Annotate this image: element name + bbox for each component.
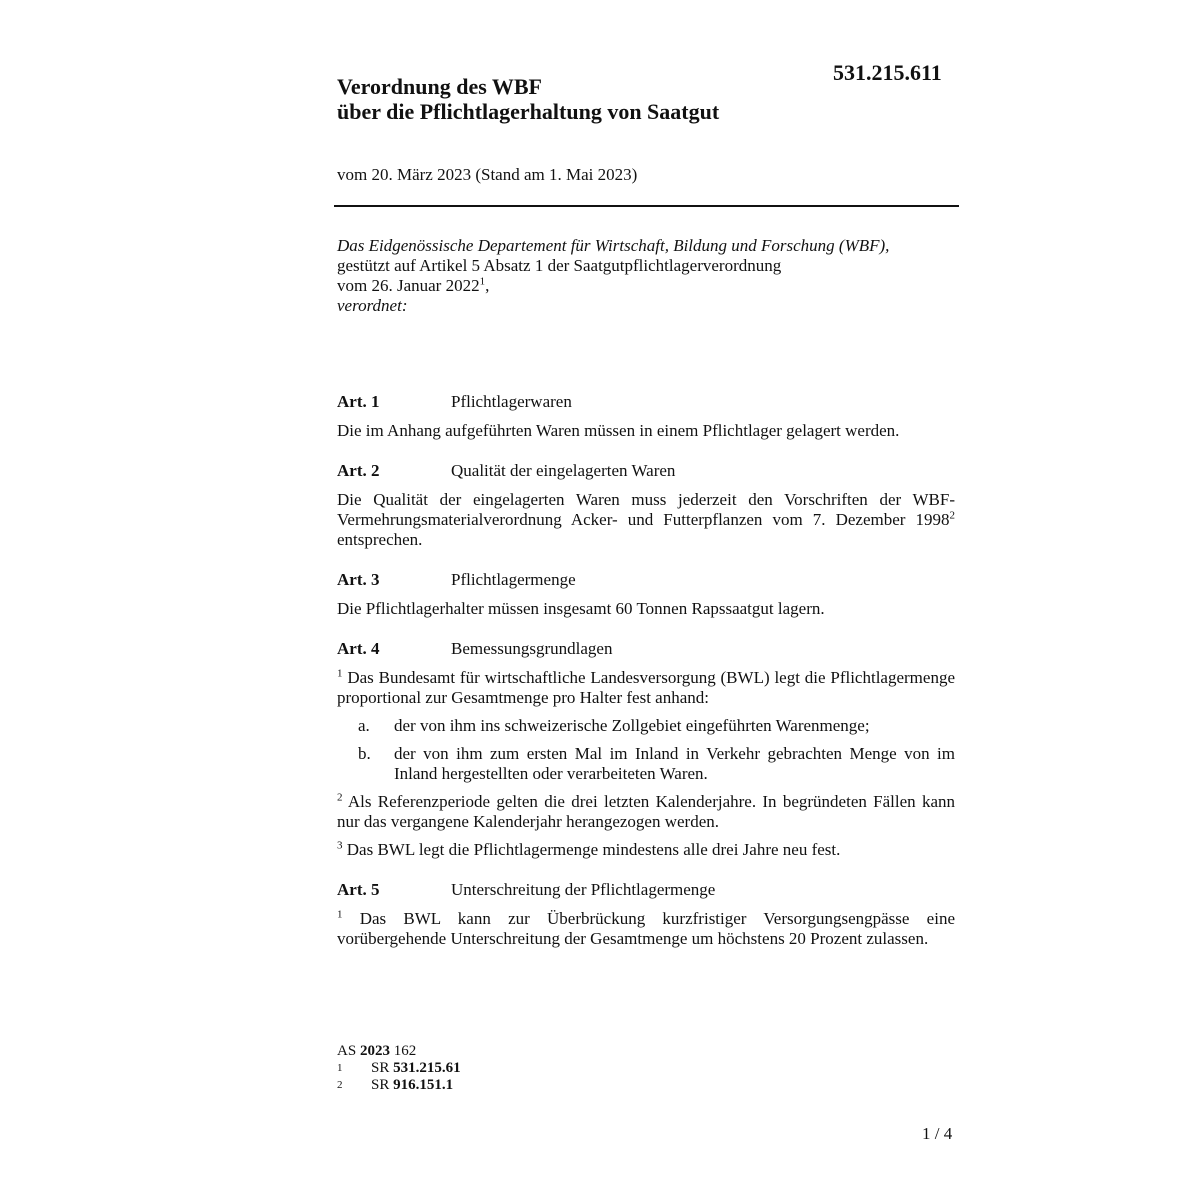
enumeration-list	[337, 716, 955, 784]
as-prefix: AS	[337, 1043, 360, 1059]
preamble-basis-line-2	[337, 276, 957, 296]
article-title: Bemessungsgrundlagen	[451, 639, 613, 658]
footnote-ref-2[interactable]: 2	[949, 509, 955, 522]
document-title	[337, 74, 719, 124]
footnote-link[interactable]: 531.215.61	[393, 1060, 461, 1076]
footnote-number: 2	[337, 1079, 343, 1091]
article-number: Art. 2	[337, 461, 380, 480]
article-heading	[337, 639, 955, 659]
paragraph-text: Die Qualität der eingelagerten Waren muss jederzeit den Vorschriften der WBF-Vermehrungsmaterialverordnung Acker- und Futterpflanzen vom 7. Dezember 1998	[337, 490, 955, 529]
articles	[337, 392, 955, 957]
paragraph-text-end: entsprechen.	[337, 530, 423, 549]
sr-number: 531.215.611	[833, 60, 942, 85]
official-compilation-ref	[337, 1043, 461, 1060]
article-title: Unterschreitung der Pflichtlagermenge	[451, 880, 716, 899]
list-item	[337, 716, 955, 736]
list-item-marker: a.	[358, 716, 370, 735]
date-line: vom 20. März 2023 (Stand am 1. Mai 2023)	[337, 165, 638, 184]
article-title: Qualität der eingelagerten Waren	[451, 461, 676, 480]
preamble-authority: Das Eidgenössische Departement für Wirtschaft, Bildung und Forschung (WBF),	[337, 236, 890, 255]
footnote-1	[337, 1060, 461, 1077]
article-paragraph-2	[337, 792, 955, 832]
preamble-basis-date: vom 26. Januar 2022	[337, 276, 480, 295]
article-2	[337, 461, 955, 550]
paragraph-text: Das BWL legt die Pflichtlagermenge mindestens alle drei Jahre neu fest.	[342, 840, 841, 859]
footnote-ref-1[interactable]: 1	[479, 275, 486, 288]
article-4	[337, 639, 955, 860]
footnote-text	[371, 1077, 453, 1094]
article-number: Art. 4	[337, 639, 380, 658]
article-paragraph-1	[337, 909, 955, 949]
article-heading	[337, 570, 955, 590]
paragraph-text: Das BWL kann zur Überbrückung kurzfristiger Versorgungsengpässe eine vorübergehende Unterschreitung der Gesamtmenge um höchstens 20 Prozent zulassen.	[337, 909, 955, 948]
article-3	[337, 570, 955, 619]
article-heading	[337, 392, 955, 412]
as-year: 2023	[359, 1043, 390, 1059]
article-1	[337, 392, 955, 441]
article-5	[337, 880, 955, 949]
footnote-text	[371, 1060, 461, 1077]
article-heading	[337, 461, 955, 481]
preamble-basis-end: ,	[485, 276, 490, 295]
article-title: Pflichtlagerwaren	[451, 392, 572, 411]
title-line-2: über die Pflichtlagerhaltung von Saatgut	[337, 99, 720, 124]
article-title: Pflichtlagermenge	[451, 570, 576, 589]
footnote-prefix: SR	[371, 1060, 394, 1076]
article-paragraph: Die Pflichtlagerhalter müssen insgesamt 60 Tonnen Rapssaatgut lagern.	[337, 599, 825, 618]
footnote-link[interactable]: 916.151.1	[393, 1077, 454, 1093]
paragraph-number: 3	[337, 839, 343, 852]
preamble-enact: verordnet:	[337, 296, 408, 315]
footnote-2	[337, 1077, 461, 1094]
article-number: Art. 1	[337, 392, 380, 411]
article-paragraph: Die im Anhang aufgeführten Waren müssen in einem Pflichtlager gelagert werden.	[337, 421, 900, 440]
article-number: Art. 3	[337, 570, 380, 589]
as-page: 162	[389, 1043, 417, 1059]
article-heading	[337, 880, 955, 900]
article-paragraph-3	[337, 840, 955, 860]
header-divider	[334, 205, 959, 207]
list-item-text: der von ihm zum ersten Mal im Inland in Verkehr gebrachten Menge von im Inland hergestellten oder verarbeiteten Waren.	[394, 744, 955, 783]
article-paragraph	[337, 490, 955, 550]
preamble	[337, 236, 957, 316]
list-item-marker: b.	[358, 744, 371, 763]
footnote-number: 1	[337, 1062, 343, 1074]
article-paragraph-1	[337, 668, 955, 708]
page-number: 1 / 4	[922, 1124, 953, 1143]
footnotes	[337, 1043, 461, 1094]
preamble-basis-line-1: gestützt auf Artikel 5 Absatz 1 der Saatgutpflichtlagerverordnung	[337, 256, 782, 275]
article-number: Art. 5	[337, 880, 380, 899]
list-item-text: der von ihm ins schweizerische Zollgebiet eingeführten Warenmenge;	[394, 716, 870, 735]
paragraph-number: 1	[337, 908, 343, 921]
title-line-1: Verordnung des WBF	[337, 74, 542, 99]
paragraph-text: Als Referenzperiode gelten die drei letzten Kalenderjahre. In begründeten Fällen kann nur das vergangene Kalenderjahr herangezogen werden.	[337, 792, 955, 831]
paragraph-text: Das Bundesamt für wirtschaftliche Landesversorgung (BWL) legt die Pflichtlagermenge proportional zur Gesamtmenge pro Halter fest anhand:	[337, 668, 955, 707]
paragraph-number: 1	[337, 667, 343, 680]
list-item	[337, 744, 955, 784]
paragraph-number: 2	[337, 791, 343, 804]
footnote-prefix: SR	[371, 1077, 394, 1093]
